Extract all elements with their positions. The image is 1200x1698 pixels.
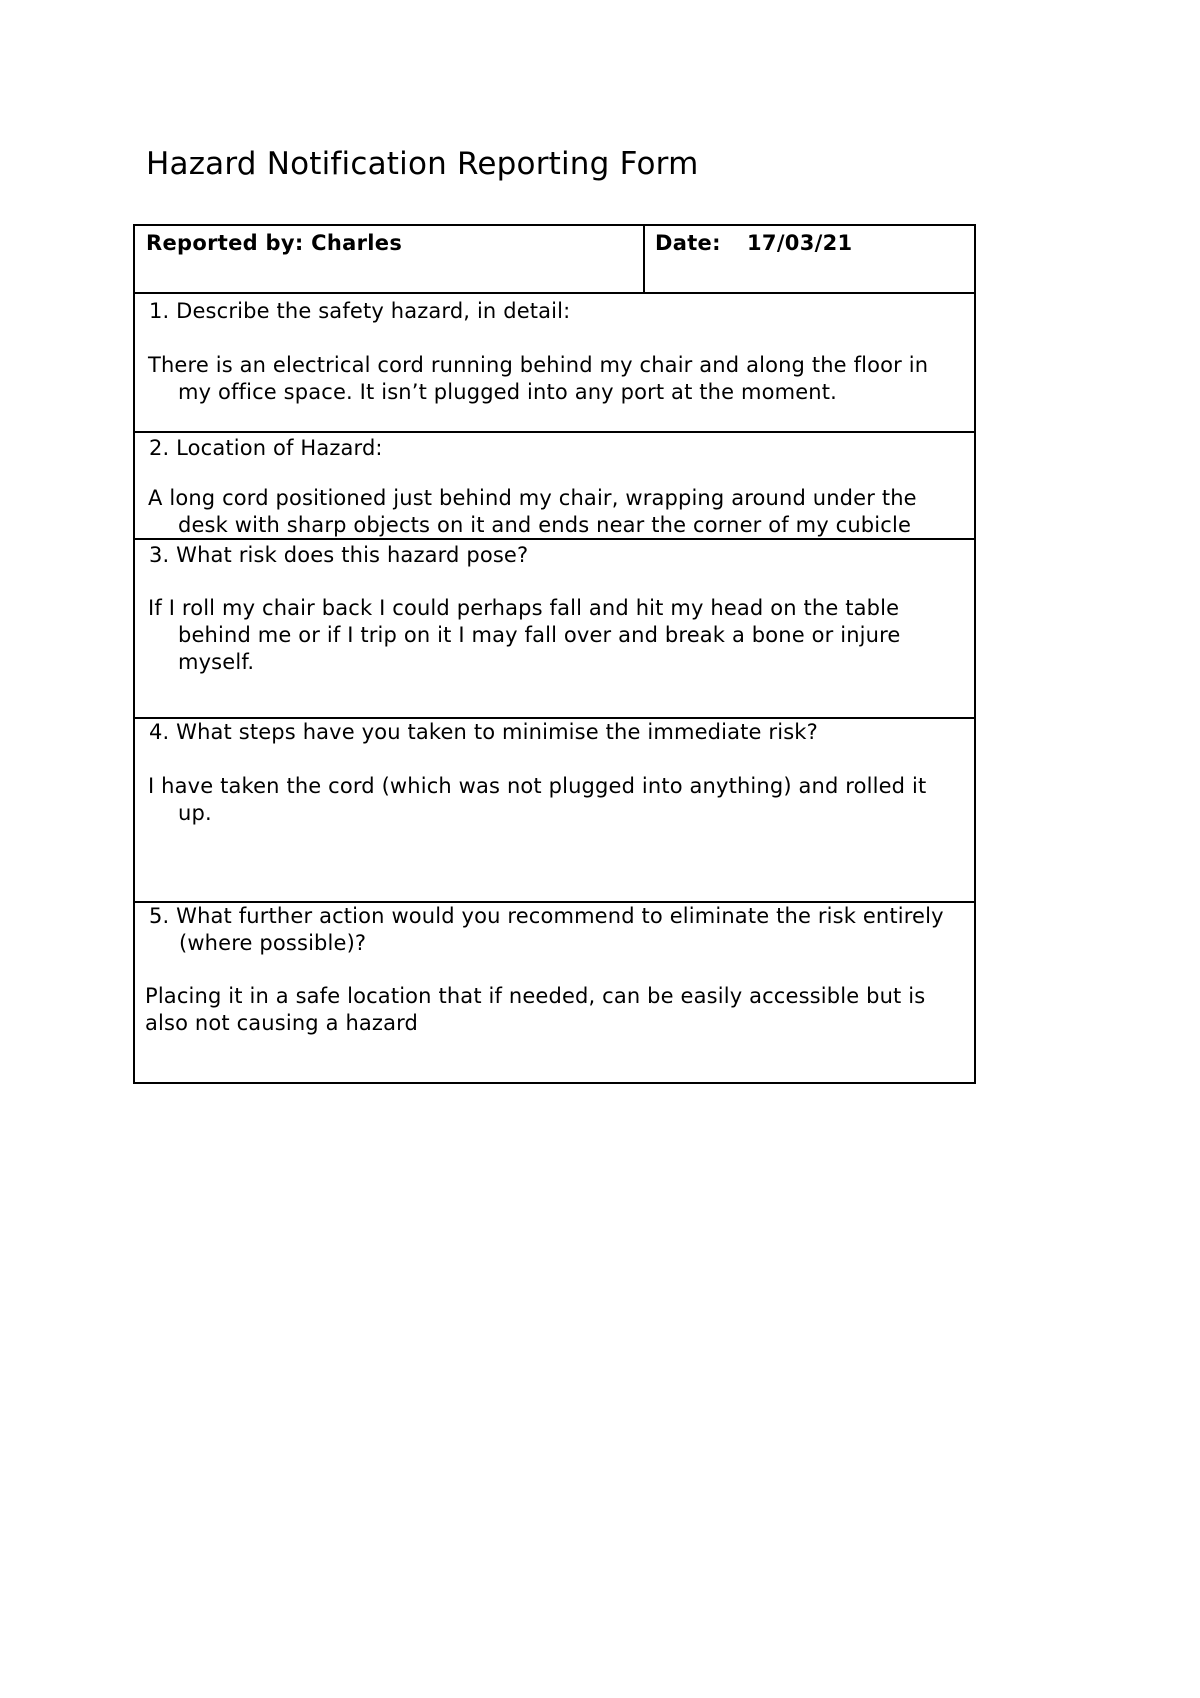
question-row-2 <box>135 433 974 540</box>
question-5-text: 5. What further action would you recommend to eliminate the risk entirely (where possible)? <box>149 904 944 955</box>
header-row <box>135 226 974 294</box>
answer-1-text: There is an electrical cord running behind my chair and along the floor in my office space. It isn’t plugged into any port at the moment. <box>148 353 929 404</box>
question-row-4 <box>135 719 974 903</box>
page-title: Hazard Notification Reporting Form <box>146 146 699 182</box>
answer-5-text: Placing it in a safe location that if needed, can be easily accessible but is also not causing a hazard <box>145 984 926 1035</box>
date-value: 17/03/21 <box>747 231 853 255</box>
reported-by-cell <box>135 226 645 292</box>
question-row-5 <box>135 903 974 1084</box>
answer-4-text: I have taken the cord (which was not plugged into anything) and rolled it up. <box>148 774 927 825</box>
question-row-1 <box>135 294 974 433</box>
question-3-text: 3. What risk does this hazard pose? <box>149 543 529 567</box>
hazard-form-table <box>133 224 976 1084</box>
question-4-text: 4. What steps have you taken to minimise the immediate risk? <box>149 720 818 744</box>
answer-2-text: A long cord positioned just behind my chair, wrapping around under the desk with sharp objects on it and ends near the corner of my cubicle <box>148 486 917 537</box>
reported-by-label: Reported by: Charles <box>146 231 403 255</box>
question-row-3 <box>135 540 974 719</box>
question-1-text: 1. Describe the safety hazard, in detail: <box>149 299 571 323</box>
date-cell <box>645 226 974 292</box>
question-2-text: 2. Location of Hazard: <box>149 436 383 460</box>
date-label: Date: <box>655 231 721 255</box>
answer-3-text: If I roll my chair back I could perhaps fall and hit my head on the table behind me or if I trip on it I may fall over and break a bone or injure myself. <box>148 596 901 674</box>
